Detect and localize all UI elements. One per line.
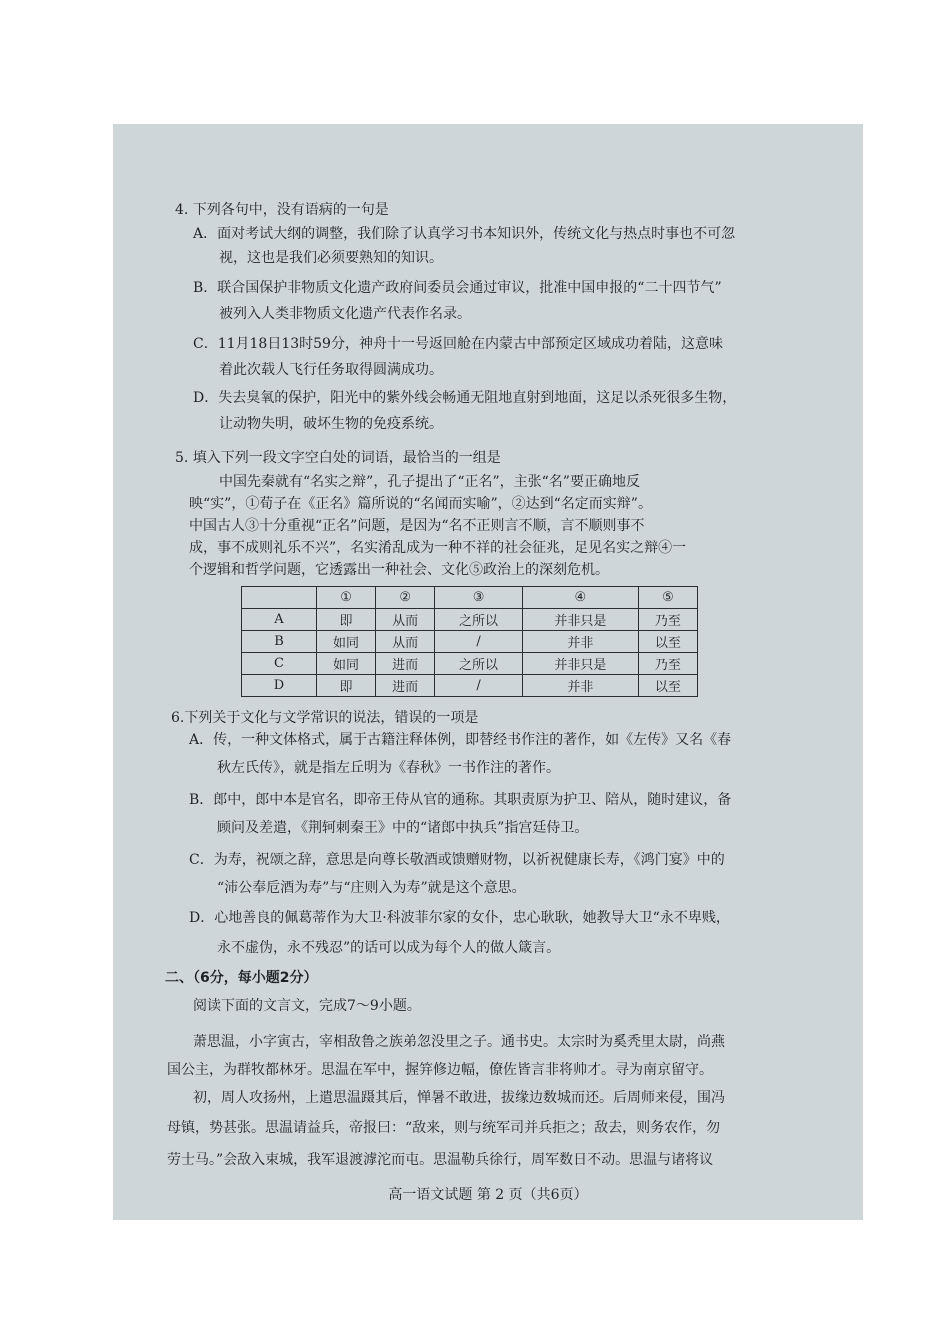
q5-passage-line3: 中国古人③十分重视“正名”问题，是因为“名不正则言不顺，言不顺则事不 bbox=[189, 518, 645, 534]
q4-option-c-line2: 着此次载人飞行任务取得圆满成功。 bbox=[219, 362, 443, 378]
table-cell: 以至 bbox=[638, 631, 697, 653]
q6-option-d-line1: D．心地善良的佩葛蒂作为大卫·科波菲尔家的女仆，忠心耿耿，她教导大卫“永不卑贱， bbox=[189, 910, 730, 926]
q5-passage-line5: 个逻辑和哲学问题，它透露出一种社会、文化⑤政治上的深刻危机。 bbox=[189, 562, 609, 578]
passage-line: 劳士马。”会敌入束城，我军退渡滹沱而屯。思温勒兵徐行，周军数日不动。思温与诸将议 bbox=[167, 1152, 714, 1168]
table-row bbox=[242, 653, 698, 675]
q5-passage-line1: 中国先秦就有“名实之辩”，孔子提出了“正名”，主张“名”要正确地反 bbox=[219, 474, 640, 490]
q5-option-table bbox=[241, 586, 698, 697]
part2-heading: 二、（6分，每小题2分） bbox=[165, 970, 318, 986]
table-cell: 之所以 bbox=[435, 653, 523, 675]
table-cell: 从而 bbox=[376, 609, 435, 631]
table-cell: 从而 bbox=[376, 631, 435, 653]
q5-passage-line4: 成，事不成则礼乐不兴”，名实淆乱成为一种不祥的社会征兆，足见名实之辩④一 bbox=[189, 540, 687, 556]
q6-option-c-line1: C．为寿，祝颂之辞，意思是向尊长敬酒或馈赠财物，以祈祝健康长寿，《鸿门宴》中的 bbox=[189, 852, 725, 868]
table-cell: ③ bbox=[435, 587, 523, 609]
q4-option-d-line1: D．失去臭氧的保护，阳光中的紫外线会畅通无阻地直射到地面，这足以杀死很多生物， bbox=[193, 390, 737, 406]
q6-option-a-line1: A．传，一种文体格式，属于古籍注释体例，即替经书作注的著作，如《左传》又名《春 bbox=[189, 732, 732, 748]
q4-option-b-line2: 被列入人类非物质文化遗产代表作名录。 bbox=[219, 306, 471, 322]
table-cell: B bbox=[242, 631, 317, 653]
table-cell: 进而 bbox=[376, 675, 435, 697]
q4-option-a-line1: A．面对考试大纲的调整，我们除了认真学习书本知识外，传统文化与热点时事也不可忽 bbox=[193, 226, 736, 242]
table-cell: ⑤ bbox=[638, 587, 697, 609]
q4-option-a-line2: 视，这也是我们必须要熟知的知识。 bbox=[219, 250, 443, 266]
table-cell: 如同 bbox=[317, 631, 376, 653]
table-cell: / bbox=[435, 631, 523, 653]
table-cell: 如同 bbox=[317, 653, 376, 675]
table-cell: ① bbox=[317, 587, 376, 609]
passage-line: 国公主，为群牧都林牙。思温在军中，握笄修边幅，僚佐皆言非将帅才。寻为南京留守。 bbox=[167, 1062, 713, 1078]
q6-option-b-line2: 顾问及差遣，《荆轲刺秦王》中的“诸郎中执兵”指宫廷侍卫。 bbox=[217, 820, 589, 836]
table-cell: 之所以 bbox=[435, 609, 523, 631]
table-cell: 乃至 bbox=[638, 653, 697, 675]
table-cell: D bbox=[242, 675, 317, 697]
table-cell: 并非 bbox=[522, 675, 638, 697]
table-cell: 进而 bbox=[376, 653, 435, 675]
q6-stem: 6.下列关于文化与文学常识的说法，错误的一项是 bbox=[171, 710, 479, 726]
table-cell: 以至 bbox=[638, 675, 697, 697]
table-row bbox=[242, 609, 698, 631]
q6-option-c-line2: “沛公奉卮酒为寿”与“庄则入为寿”就是这个意思。 bbox=[217, 880, 526, 896]
q4-option-b-line1: B．联合国保护非物质文化遗产政府间委员会通过审议，批准中国申报的“二十四节气” bbox=[193, 280, 722, 296]
table-cell: / bbox=[435, 675, 523, 697]
q4-option-d-line2: 让动物失明，破坏生物的免疫系统。 bbox=[219, 416, 443, 432]
q5-stem: 5. 填入下列一段文字空白处的词语，最恰当的一组是 bbox=[175, 450, 501, 466]
table-cell: 乃至 bbox=[638, 609, 697, 631]
table-cell: A bbox=[242, 609, 317, 631]
q4-option-c-line1: C．11月18日13时59分，神舟十一号返回舱在内蒙古中部预定区域成功着陆，这意味 bbox=[193, 336, 723, 352]
exam-sheet bbox=[113, 124, 863, 1220]
table-cell: 并非 bbox=[522, 631, 638, 653]
part2-instructions: 阅读下面的文言文，完成7～9小题。 bbox=[193, 998, 421, 1014]
passage-line: 母镇，势甚张。思温请益兵，帝报曰：“敌来，则与统军司并兵拒之；敌去，则务农作，勿 bbox=[167, 1120, 721, 1136]
q5-passage-line2: 映“实”，①荀子在《正名》篇所说的“名闻而实喻”，②达到“名定而实辩”。 bbox=[189, 496, 652, 512]
table-cell: ② bbox=[376, 587, 435, 609]
table-cell: ④ bbox=[522, 587, 638, 609]
table-cell: 即 bbox=[317, 675, 376, 697]
passage-line: 萧思温，小字寅古，宰相敌鲁之族弟忽没里之子。通书史。太宗时为奚秃里太尉，尚燕 bbox=[193, 1034, 725, 1050]
table-cell: 并非只是 bbox=[522, 653, 638, 675]
table-cell: 即 bbox=[317, 609, 376, 631]
q4-stem: 4. 下列各句中，没有语病的一句是 bbox=[175, 202, 389, 218]
page-footer: 高一语文试题 第 2 页（共6页） bbox=[388, 1187, 588, 1203]
passage-line: 初，周人攻扬州，上遣思温蹑其后，惮暑不敢进，拔缘边数城而还。后周师来侵，围冯 bbox=[193, 1090, 725, 1106]
table-cell: C bbox=[242, 653, 317, 675]
table-row bbox=[242, 631, 698, 653]
q6-option-d-line2: 永不虚伪，永不残忍”的话可以成为每个人的做人箴言。 bbox=[217, 940, 561, 956]
q6-option-a-line2: 秋左氏传》，就是指左丘明为《春秋》一书作注的著作。 bbox=[217, 760, 560, 776]
table-row bbox=[242, 675, 698, 697]
q6-option-b-line1: B．郎中，郎中本是官名，即帝王侍从官的通称。其职责原为护卫、陪从，随时建议，备 bbox=[189, 792, 732, 808]
table-cell: 并非只是 bbox=[522, 609, 638, 631]
table-header-row bbox=[242, 587, 698, 609]
table-cell bbox=[242, 587, 317, 609]
